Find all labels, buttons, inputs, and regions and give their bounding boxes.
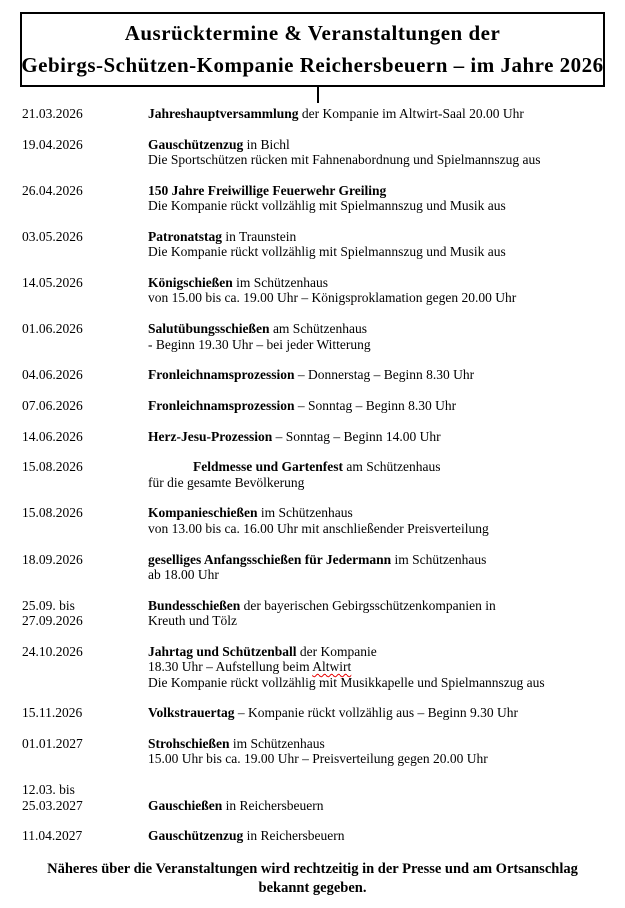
event-title: Patronatstag xyxy=(148,228,222,244)
event-date: 26.04.2026 xyxy=(22,182,83,198)
event-title: Salutübungsschießen xyxy=(148,321,270,337)
title-line-1: Ausrücktermine & Veranstaltungen der xyxy=(124,21,501,45)
event-date: 21.03.2026 xyxy=(22,106,83,121)
event-date: 14.06.2026 xyxy=(22,428,83,444)
event-title: Strohschießen xyxy=(148,736,230,752)
event-description: 150 Jahre Freiwillige Feuerwehr Greiling Die Kompanie rückt vollzählig mit Spielmannszug und Musik aus xyxy=(148,182,506,214)
event-description: Feldmesse und Gartenfest am Schützenhaus für die gesamte Bevölkerung xyxy=(148,459,441,490)
event-description: Herz-Jesu-Prozession – Sonntag – Beginn 14.00 Uhr xyxy=(148,428,441,444)
event-entry xyxy=(22,321,605,352)
event-entry xyxy=(22,183,605,214)
event-title: Jahrtag und Schützenball xyxy=(148,643,297,659)
event-description: geselliges Anfangsschießen für Jedermann im Schützenhaus ab 18.00 Uhr xyxy=(148,551,487,582)
event-title: Jahreshauptversammlung xyxy=(148,106,299,121)
title-line-2: Gebirgs-Schützen-Kompanie Reichersbeuern – im Jahre 2026 xyxy=(21,53,604,77)
event-date: 01.06.2026 xyxy=(22,321,83,337)
event-title: Bundesschießen xyxy=(148,597,241,613)
event-entry xyxy=(22,598,605,629)
event-entry xyxy=(22,398,605,413)
event-date: 11.04.2027 xyxy=(22,828,83,844)
misspelled-word: Altwirt xyxy=(312,659,352,675)
event-date: 01.01.2027 xyxy=(22,736,83,752)
text-cursor-mark xyxy=(317,87,319,103)
event-description: Strohschießen im Schützenhaus 15.00 Uhr bis ca. 19.00 Uhr – Preisverteilung gegen 20.00 Uhr xyxy=(148,736,488,767)
event-title: Fronleichnamsprozession xyxy=(148,397,295,413)
event-title: 150 Jahre Freiwillige Feuerwehr Greiling xyxy=(148,182,387,198)
event-title: Gauschützenzug xyxy=(148,136,244,152)
event-date: 04.06.2026 xyxy=(22,367,83,383)
event-title: geselliges Anfangsschießen für Jedermann xyxy=(148,551,392,567)
event-title: Königschießen xyxy=(148,275,233,291)
event-entry xyxy=(22,459,605,490)
event-title: Feldmesse und Gartenfest xyxy=(193,459,343,475)
event-entry xyxy=(22,367,605,382)
event-title: Fronleichnamsprozession xyxy=(148,367,295,383)
event-entry xyxy=(22,828,605,843)
event-description: Gauschießen in Reichersbeuern xyxy=(148,797,324,813)
event-description: Fronleichnamsprozession – Sonntag – Beginn 8.30 Uhr xyxy=(148,397,457,413)
event-date: 25.09. bis 27.09.2026 xyxy=(22,597,83,629)
event-entry xyxy=(22,106,605,121)
event-date: 18.09.2026 xyxy=(22,551,83,567)
event-date: 14.05.2026 xyxy=(22,275,83,291)
event-description: Salutübungsschießen am Schützenhaus - Beginn 19.30 Uhr – bei jeder Witterung xyxy=(148,321,371,352)
event-description: Volkstrauertag – Kompanie rückt vollzählig aus – Beginn 9.30 Uhr xyxy=(148,705,518,721)
event-entry xyxy=(22,137,605,168)
event-date: 12.03. bis 25.03.2027 xyxy=(22,782,83,813)
event-title: Gauschützenzug xyxy=(148,828,244,844)
event-description: Königschießen im Schützenhaus von 15.00 bis ca. 19.00 Uhr – Königsproklamation gegen 20.00 Uhr xyxy=(148,275,517,306)
event-date: 15.08.2026 xyxy=(22,505,83,521)
event-entry xyxy=(22,229,605,260)
event-description: Gauschützenzug in Reichersbeuern xyxy=(148,828,345,844)
event-description: Fronleichnamsprozession – Donnerstag – Beginn 8.30 Uhr xyxy=(148,367,475,383)
event-title: Gauschießen xyxy=(148,797,223,813)
title-box xyxy=(20,12,605,87)
event-entry xyxy=(22,429,605,444)
footer-note: Näheres über die Veranstaltungen wird rechtzeitig in der Presse und am Ortsanschlag bekannt gegeben. xyxy=(47,861,578,896)
event-entry xyxy=(22,505,605,536)
event-entry xyxy=(22,552,605,583)
event-entry xyxy=(22,736,605,767)
event-description: Jahreshauptversammlung der Kompanie im Altwirt-Saal 20.00 Uhr xyxy=(148,106,524,121)
event-title: Kompanieschießen xyxy=(148,505,258,521)
event-description: Jahrtag und Schützenball der Kompanie 18.30 Uhr – Aufstellung beim Altwirt Die Kompanie rückt vollzählig mit Musikkapelle und Spielmannszug aus xyxy=(148,643,545,690)
event-date: 19.04.2026 xyxy=(22,136,83,152)
event-title: Herz-Jesu-Prozession xyxy=(148,428,273,444)
event-entry xyxy=(22,782,605,813)
event-description: Gauschützenzug in Bichl Die Sportschützen rücken mit Fahnenabordnung und Spielmannszug aus xyxy=(148,136,541,168)
event-date: 15.11.2026 xyxy=(22,705,83,721)
event-date: 15.08.2026 xyxy=(22,459,83,475)
event-list xyxy=(22,106,605,859)
event-date: 24.10.2026 xyxy=(22,643,83,659)
event-date: 03.05.2026 xyxy=(22,228,83,244)
event-description: Kompanieschießen im Schützenhaus von 13.00 bis ca. 16.00 Uhr mit anschließender Preisverteilung xyxy=(148,505,489,536)
event-entry xyxy=(22,705,605,720)
event-description: Bundesschießen der bayerischen Gebirgsschützenkompanien in Kreuth und Tölz xyxy=(148,597,496,629)
event-title: Volkstrauertag xyxy=(148,705,235,721)
event-entry xyxy=(22,275,605,306)
event-description: Patronatstag in Traunstein Die Kompanie rückt vollzählig mit Spielmannszug und Musik aus xyxy=(148,228,506,260)
event-entry xyxy=(22,644,605,690)
event-date: 07.06.2026 xyxy=(22,397,83,413)
